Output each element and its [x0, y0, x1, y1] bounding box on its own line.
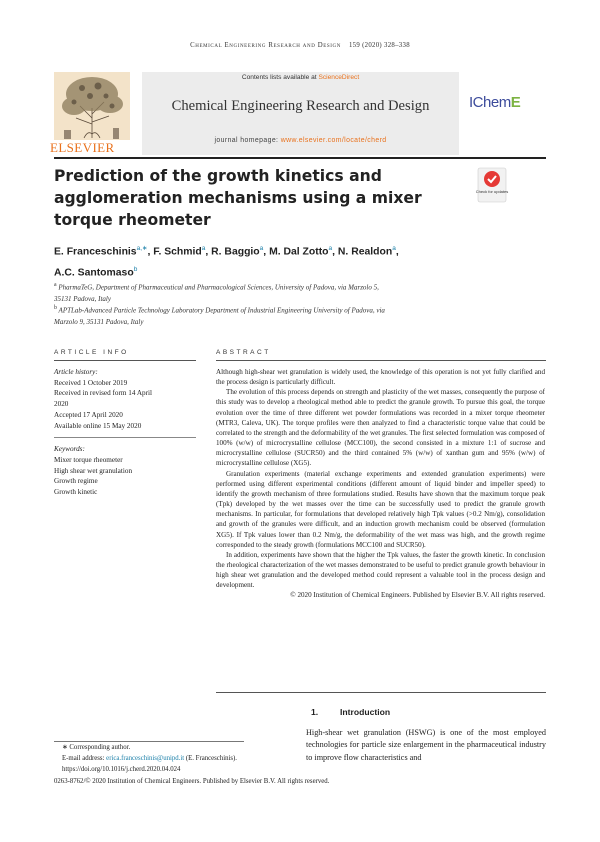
abstract-paragraph: Although high-shear wet granulation is widely used, the knowledge of this operation is not yet fully clarified and the process design is particularly difficult. — [216, 368, 545, 387]
author: N. Realdon — [337, 246, 393, 258]
abstract-paragraph: Granulation experiments (material exchange experiments and extended granulation experiments) were performed using different experimental conditions (different amount of liquid binder and impeller speed) to identify the growth mechanism of three formulations studied. Results have shown that the maximum torque peak (Tpk) developed by the wet masses over the time can be successfully used to predict the granule growth mechanisms. In particular, for formulations that developed relatively high Tpk values (>0.2 Nm/g), consolidation and growth of the granules were difficult, and an induction growth mechanism could be observed (formulation XG5). If Tpk values lower than 0.2 Nm/g, the deformability of the wet mass was high, and the growth regime corresponded to the steady growth (formulations MCC100 and SUCR50). — [216, 469, 545, 549]
author-sup[interactable]: a — [259, 245, 264, 252]
author: M. Dal Zotto — [269, 246, 329, 258]
author-sup[interactable]: a — [328, 245, 333, 252]
keyword: High shear wet granulation — [54, 466, 133, 475]
abstract-paragraph: The evolution of this process depends on strength and plasticity of the wet masses, consequently the purpose of this study was to develop a rheological method able to predict the granule growth. To pursue this goal, the torque evolution over the time of three different wet powder formulations was recorded in a mixer torque rheometer (MTR3, Caleva, UK). The torque profiles were then analyzed to find a characteristic torque value that could be correlated to the strength and the deformability of the wet granules. The first selected formulation was composed of 100% (w/w) of microcrystalline cellulose (MCC100), the second consisted in a mixture 1:1 of sucrose and microcrystalline cellulose (SUCR50) and the third contained 5% (w/w) of xanthan gum and 95% (w/w) of microcrystalline cellulose (XG5). — [216, 388, 545, 468]
article-info — [54, 367, 196, 498]
history-item: Received in revised form 14 April — [54, 389, 153, 398]
affiliation-b — [54, 303, 474, 328]
introduction-text: High-shear wet granulation (HSWG) is one of the most employed technologies for particle size enlargement in the pharmaceutical industry to improve flow characteristics and — [306, 728, 546, 762]
contents-prefix: Contents lists available at — [241, 74, 317, 81]
author-sup[interactable]: a,∗ — [136, 245, 148, 252]
affiliation-sup: b — [54, 305, 57, 311]
abstract-paragraph: In addition, experiments have shown that the higher the Tpk values, the faster the growth kinetic. In conclusion the rheological characterization of the wet masses demonstrated to be useful to predict granule growth behaviour in high shear wet granulation and the developed method could represent a valuable tool in the process design and development. — [216, 550, 545, 590]
publisher-name: ELSEVIER — [50, 140, 115, 155]
history-item: Received 1 October 2019 — [54, 378, 128, 387]
corresponding-author-note: ∗ Corresponding author. — [62, 744, 131, 751]
abstract-end-rule — [216, 692, 546, 693]
history-item: Available online 15 May 2020 — [54, 421, 142, 430]
email-line — [62, 754, 312, 764]
check-updates-text: Check for updates — [475, 189, 509, 194]
email-label: E-mail address: — [62, 755, 105, 762]
info-divider — [54, 431, 196, 438]
keyword: Growth kinetic — [54, 488, 98, 497]
check-for-updates-icon[interactable] — [475, 168, 509, 202]
author: R. Baggio — [211, 246, 260, 258]
doi-link[interactable]: https://doi.org/10.1016/j.cherd.2020.04.024 — [62, 766, 181, 773]
author: F. Schmid — [153, 246, 202, 258]
affiliation-a — [54, 280, 474, 305]
author-list: E. Franceschinis$^{a,∗}$, F. Schmid$^a$, R. Baggio$^a$, M. Dal Zotto$^a$, N. Realdon$^a$, A.C. Santomaso$^b$ — [54, 245, 399, 279]
email-link[interactable]: erica.franceschinis@unipd.it — [106, 755, 185, 762]
history-item: 2020 — [54, 400, 69, 409]
author-sup[interactable]: a — [201, 245, 206, 252]
running-header — [0, 42, 600, 49]
article-title: Prediction of the growth kinetics and agglomeration mechanisms using a mixer torque rheometer — [54, 167, 422, 229]
section-number: 1. — [311, 707, 319, 717]
header-rule — [54, 157, 546, 159]
abstract-body — [216, 367, 545, 601]
article-info-rule — [54, 360, 196, 361]
homepage-link[interactable]: www.elsevier.com/locate/cherd — [280, 137, 387, 144]
article-info-heading: ARTICLE INFO — [54, 349, 129, 356]
keywords-label: Keywords: — [54, 445, 85, 454]
contents-line — [142, 74, 459, 81]
footnote-rule — [54, 741, 244, 742]
affiliation-line: APTLab-Advanced Particle Technology Laboratory Department of Industrial Engineering University of Padova, via — [58, 306, 385, 315]
history-label: Article history: — [54, 368, 98, 376]
running-header-citation: 159 (2020) 328–338 — [348, 42, 410, 49]
abstract-rule — [216, 360, 546, 361]
keyword: Mixer torque rheometer — [54, 455, 123, 464]
affiliation-sup: a — [54, 282, 57, 288]
email-name: (E. Franceschinis). — [185, 755, 238, 762]
running-header-journal: Chemical Engineering Research and Design — [190, 42, 341, 49]
journal-homepage — [142, 137, 459, 144]
issn-line: 0263-8762/© 2020 Institution of Chemical Engineers. Published by Elsevier B.V. All rights reserved. — [54, 778, 330, 785]
homepage-label: journal homepage: — [214, 137, 279, 144]
journal-title: Chemical Engineering Research and Design — [171, 98, 430, 114]
author-sup[interactable]: b — [133, 266, 138, 274]
keyword: Growth regime — [54, 477, 98, 486]
affiliation-line: PharmaTeG, Department of Pharmaceutical and Pharmacological Sciences, University of Padova, via Marzolo 5, — [58, 283, 379, 292]
author: A.C. Santomaso — [54, 267, 134, 279]
abstract-heading: ABSTRACT — [216, 349, 271, 356]
abstract-copyright: © 2020 Institution of Chemical Engineers. Published by Elsevier B.V. All rights reserved. — [290, 591, 545, 600]
history-item: Accepted 17 April 2020 — [54, 410, 123, 419]
affiliation-line: Marzolo 9, 35131 Padova, Italy — [54, 317, 144, 326]
affiliation-line: 35131 Padova, Italy — [54, 294, 111, 303]
sciencedirect-link[interactable]: ScienceDirect — [318, 74, 360, 81]
author-sup[interactable]: a — [392, 245, 396, 252]
author: E. Franceschinis — [54, 246, 137, 258]
icheme-logo-icon: IChemE — [469, 94, 521, 111]
section-title: Introduction — [340, 707, 391, 717]
